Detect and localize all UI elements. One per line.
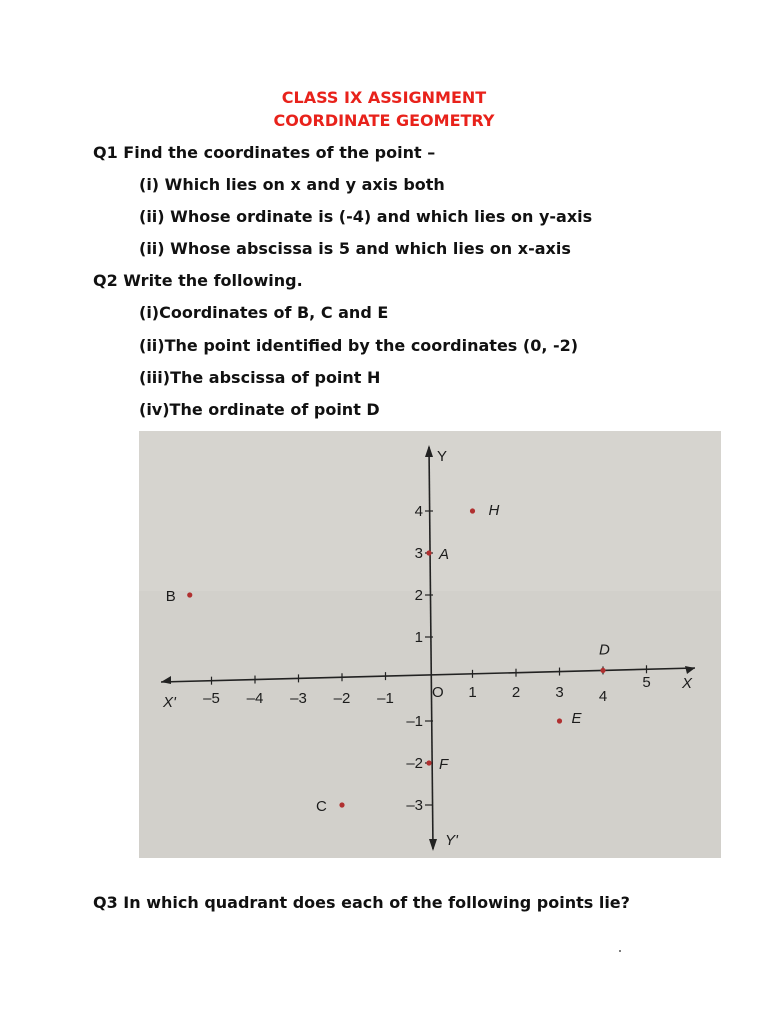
stray-dot: [619, 950, 621, 952]
x-tick-label: –5: [203, 690, 220, 707]
q2-question: Q2 Write the following.: [93, 271, 303, 290]
x-tick-label: 4: [598, 688, 608, 705]
q2-part-2: (ii)The point identified by the coordinates (0, -2): [139, 336, 579, 355]
point-c-label: C: [316, 798, 327, 815]
q1-question: Q1 Find the coordinates of the point –: [93, 143, 436, 162]
y-neg-axis-label: Y': [445, 832, 458, 849]
assignment-title: CLASS IX ASSIGNMENT: [281, 88, 487, 107]
x-tick-label: –3: [290, 690, 307, 707]
x-tick-label: –1: [377, 690, 394, 707]
point-e-dot: [557, 718, 562, 723]
point-d-label: D: [599, 641, 610, 659]
point-h-dot: [470, 508, 475, 513]
origin-label: O: [432, 684, 444, 701]
coordinate-graph-photo: [139, 431, 721, 858]
q1-part-1: (i) Which lies on x and y axis both: [139, 175, 445, 194]
x-neg-axis-label: X': [163, 694, 176, 711]
y-tick-label: 4: [414, 503, 423, 520]
x-tick-label: –2: [333, 690, 351, 707]
point-a-dot: [426, 550, 431, 555]
assignment-subtitle: COORDINATE GEOMETRY: [273, 111, 495, 130]
y-axis-label: Y: [437, 448, 448, 465]
q2-part-4: (iv)The ordinate of point D: [139, 400, 380, 419]
x-tick-label: 3: [555, 684, 564, 701]
point-c-dot: [339, 802, 344, 807]
q3-question: Q3 In which quadrant does each of the following points lie?: [93, 893, 630, 912]
y-tick-label: 1: [414, 629, 423, 646]
point-b-label: B: [165, 588, 176, 605]
q1-part-3: (ii) Whose abscissa is 5 and which lies on x-axis: [139, 239, 571, 258]
point-f-label: F: [439, 756, 449, 773]
x-tick-label: 1: [468, 684, 477, 701]
x-tick-label: 2: [511, 684, 521, 701]
point-d-dot: [600, 668, 605, 673]
point-b-dot: [187, 592, 192, 597]
y-tick-label: –1: [406, 713, 423, 730]
y-tick-label: 3: [414, 545, 423, 562]
q2-part-3: (iii)The abscissa of point H: [139, 368, 381, 387]
point-e-label: E: [571, 710, 582, 727]
y-tick-label: 2: [414, 587, 423, 604]
x-tick-label: 5: [642, 674, 651, 691]
x-axis-label: X: [682, 675, 693, 692]
q2-part-1: (i)Coordinates of B, C and E: [139, 303, 389, 322]
point-h-label: H: [488, 502, 500, 519]
coordinate-graph: [139, 431, 721, 858]
y-tick-label: –2: [406, 755, 423, 772]
q1-part-2: (ii) Whose ordinate is (-4) and which lies on y-axis: [139, 207, 593, 226]
point-a-label: A: [439, 546, 450, 563]
x-tick-label: –4: [246, 690, 264, 707]
y-tick-label: –3: [406, 797, 423, 814]
point-f-dot: [426, 760, 431, 765]
